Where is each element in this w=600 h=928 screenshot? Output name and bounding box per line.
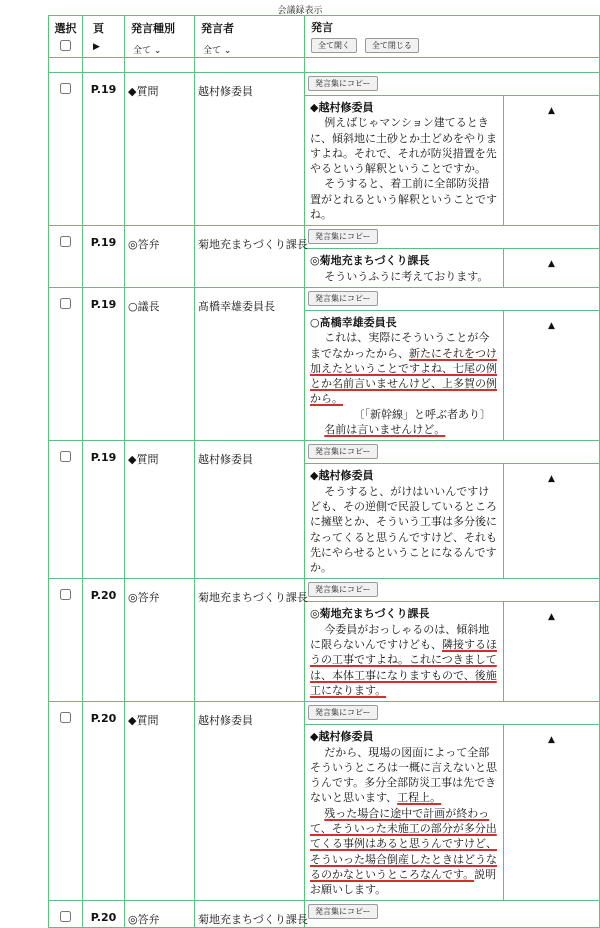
entry-row — [49, 73, 600, 96]
speech-speaker: ○髙橋幸雄委員長 — [310, 315, 397, 329]
highlighted-text: 名前は言いませんけど。 — [324, 423, 446, 437]
type-header — [125, 16, 195, 58]
speech-speaker: ◆越村修委員 — [310, 730, 374, 744]
collapse-arrow-icon[interactable]: ▲ — [504, 602, 600, 702]
entry-speaker: 菊地充まちづくり課長 — [195, 579, 305, 702]
entry-checkbox[interactable] — [60, 298, 71, 309]
speaker-filter-select[interactable]: 全て ⌄ — [203, 46, 232, 56]
entry-speaker: 越村修委員 — [195, 441, 305, 579]
entry-row — [49, 901, 600, 928]
speech-text: ◎菊地充まちづくり課長 今委員がおっしゃるのは、傾斜地に限らないんですけども、隣接するほうの工事ですよね。これにつきましては、本体工事になりますもので、後施工になります。 — [305, 602, 504, 702]
entry-page: P.19 — [83, 226, 125, 288]
copy-to-collection-button[interactable]: 発言集にコピー — [308, 444, 378, 459]
entry-speaker: 髙橋幸雄委員長 — [195, 287, 305, 440]
header-row — [49, 16, 600, 58]
copy-to-collection-button[interactable]: 発言集にコピー — [308, 705, 378, 720]
entry-checkbox[interactable] — [60, 451, 71, 462]
speech-speaker: ◆越村修委員 — [310, 101, 374, 114]
highlighted-text: 隣接するほうの工事ですよね。これにつきましては、本体工事になりますもので、後施工になります。 — [310, 638, 497, 697]
entry-speaker: 菊地充まちづくり課長 — [195, 901, 305, 928]
entry-checkbox[interactable] — [60, 911, 71, 922]
copy-to-collection-button[interactable]: 発言集にコピー — [308, 904, 378, 919]
speech-text: ◆越村修委員 例えばじゃマンション建てるときに、傾斜地に土砂とか土どめをやりますよね。それで、それが防災措置を先やるという解釈ということですか。 そうすると、着工前に全部防災措置がとれるという解釈ということですね。 — [305, 96, 504, 226]
entry-row — [49, 287, 600, 310]
entry-row — [49, 226, 600, 249]
minutes-table — [48, 15, 600, 928]
speaker-header-label: 発言者 — [201, 22, 234, 35]
entry-type: ◎答弁 — [125, 579, 195, 702]
chevron-down-icon: ⌄ — [153, 46, 162, 56]
entry-checkbox[interactable] — [60, 83, 71, 94]
speech-text: ◎菊地充まちづくり課長 そういうふうに考えております。 — [305, 249, 504, 288]
entry-speaker: 越村修委員 — [195, 73, 305, 226]
speaker-header — [195, 16, 305, 58]
copy-to-collection-button[interactable]: 発言集にコピー — [308, 582, 378, 597]
entry-type: ◆質問 — [125, 702, 195, 901]
entry-type: ○議長 — [125, 287, 195, 440]
page-title: 会議録表示 — [277, 6, 323, 16]
entry-row — [49, 441, 600, 464]
highlighted-text: 工程上。 — [397, 791, 442, 805]
open-all-button[interactable]: 全て開く — [311, 38, 357, 53]
entry-type: ◎答弁 — [125, 901, 195, 928]
speech-text: ◆越村修委員 そうすると、がけはいいんですけども、その逆側で民設しているところに擁壁とか、そういう工事は多分後になってくると思うんですけど、それも先にやらせるということになるんですか。 — [305, 464, 504, 579]
select-all-checkbox[interactable] — [60, 40, 71, 51]
entry-type: ◎答弁 — [125, 226, 195, 288]
highlighted-text: 新たにそれをつけ加えたということですよね、七尾の例とか名前言いませんけど、上多賀の例から。 — [310, 346, 497, 406]
collapse-arrow-icon[interactable]: ▲ — [504, 310, 600, 440]
highlighted-text: 残った場合に途中で計画が終わって、そういった未施工の部分が多分出てくる事例はあると思うんですけど、そういった場合倒産したときはどうなるのかなというところなんです。 — [310, 806, 497, 881]
collapse-arrow-icon[interactable]: ▲ — [504, 96, 600, 226]
type-filter-select[interactable]: 全て ⌄ — [133, 46, 162, 56]
collapse-arrow-icon[interactable]: ▲ — [504, 464, 600, 579]
entry-page: P.19 — [83, 287, 125, 440]
type-header-label: 発言種別 — [131, 22, 175, 35]
entry-page: P.19 — [83, 441, 125, 579]
copy-to-collection-button[interactable]: 発言集にコピー — [308, 229, 378, 244]
entry-page: P.20 — [83, 901, 125, 928]
entry-type: ◆質問 — [125, 441, 195, 579]
speech-speaker: ◎菊地充まちづくり課長 — [310, 254, 430, 268]
entry-page: P.19 — [83, 73, 125, 226]
speech-speaker: ◎菊地充まちづくり課長 — [310, 607, 430, 621]
page-header-label: 頁 — [93, 22, 104, 35]
copy-to-collection-button[interactable]: 発言集にコピー — [308, 291, 378, 306]
entry-row — [49, 579, 600, 602]
entry-checkbox[interactable] — [60, 236, 71, 247]
collapse-arrow-icon[interactable]: ▲ — [504, 249, 600, 288]
entry-checkbox[interactable] — [60, 589, 71, 600]
aside-note: 〔「新幹線」と呼ぶ者あり〕 — [353, 407, 491, 421]
entry-type: ◆質問 — [125, 73, 195, 226]
entry-checkbox[interactable] — [60, 712, 71, 723]
speech-text: ◆越村修委員 だから、現場の図面によって全部そういうところは一概に言えないと思うんです。多分全部防災工事は先できないと思います、工程上。 残った場合に途中で計画が終わって、そういった未施工の部分が多分出てくる事例はあると思うんですけど、そういった場合倒産したときはどうなるのかなというところなんです。説明お願いします。 — [305, 725, 504, 901]
sort-arrow-icon[interactable]: ▶ — [93, 42, 100, 52]
collapse-arrow-icon[interactable]: ▲ — [504, 725, 600, 901]
speech-speaker: ◆越村修委員 — [310, 469, 374, 483]
copy-to-collection-button[interactable]: 発言集にコピー — [308, 76, 378, 91]
speech-text: ○髙橋幸雄委員長 これは、実際にそういうことが今までなかったから、新たにそれをつけ加えたということですよね、七尾の例とか名前言いませんけど、上多賀の例から。 〔「新幹線」と呼ぶ者あり〕 名前は言いませんけど。 — [305, 310, 504, 440]
select-header — [49, 16, 83, 58]
entry-page: P.20 — [83, 579, 125, 702]
select-header-label: 選択 — [54, 22, 77, 35]
entry-speaker: 菊地充まちづくり課長 — [195, 226, 305, 288]
entry-row — [49, 702, 600, 725]
entry-page: P.20 — [83, 702, 125, 901]
speech-header-label: 発言 — [311, 21, 333, 34]
speech-header — [305, 16, 600, 58]
close-all-button[interactable]: 全て閉じる — [365, 38, 419, 53]
page-header[interactable] — [83, 16, 125, 58]
chevron-down-icon: ⌄ — [223, 46, 232, 56]
entry-speaker: 越村修委員 — [195, 702, 305, 901]
